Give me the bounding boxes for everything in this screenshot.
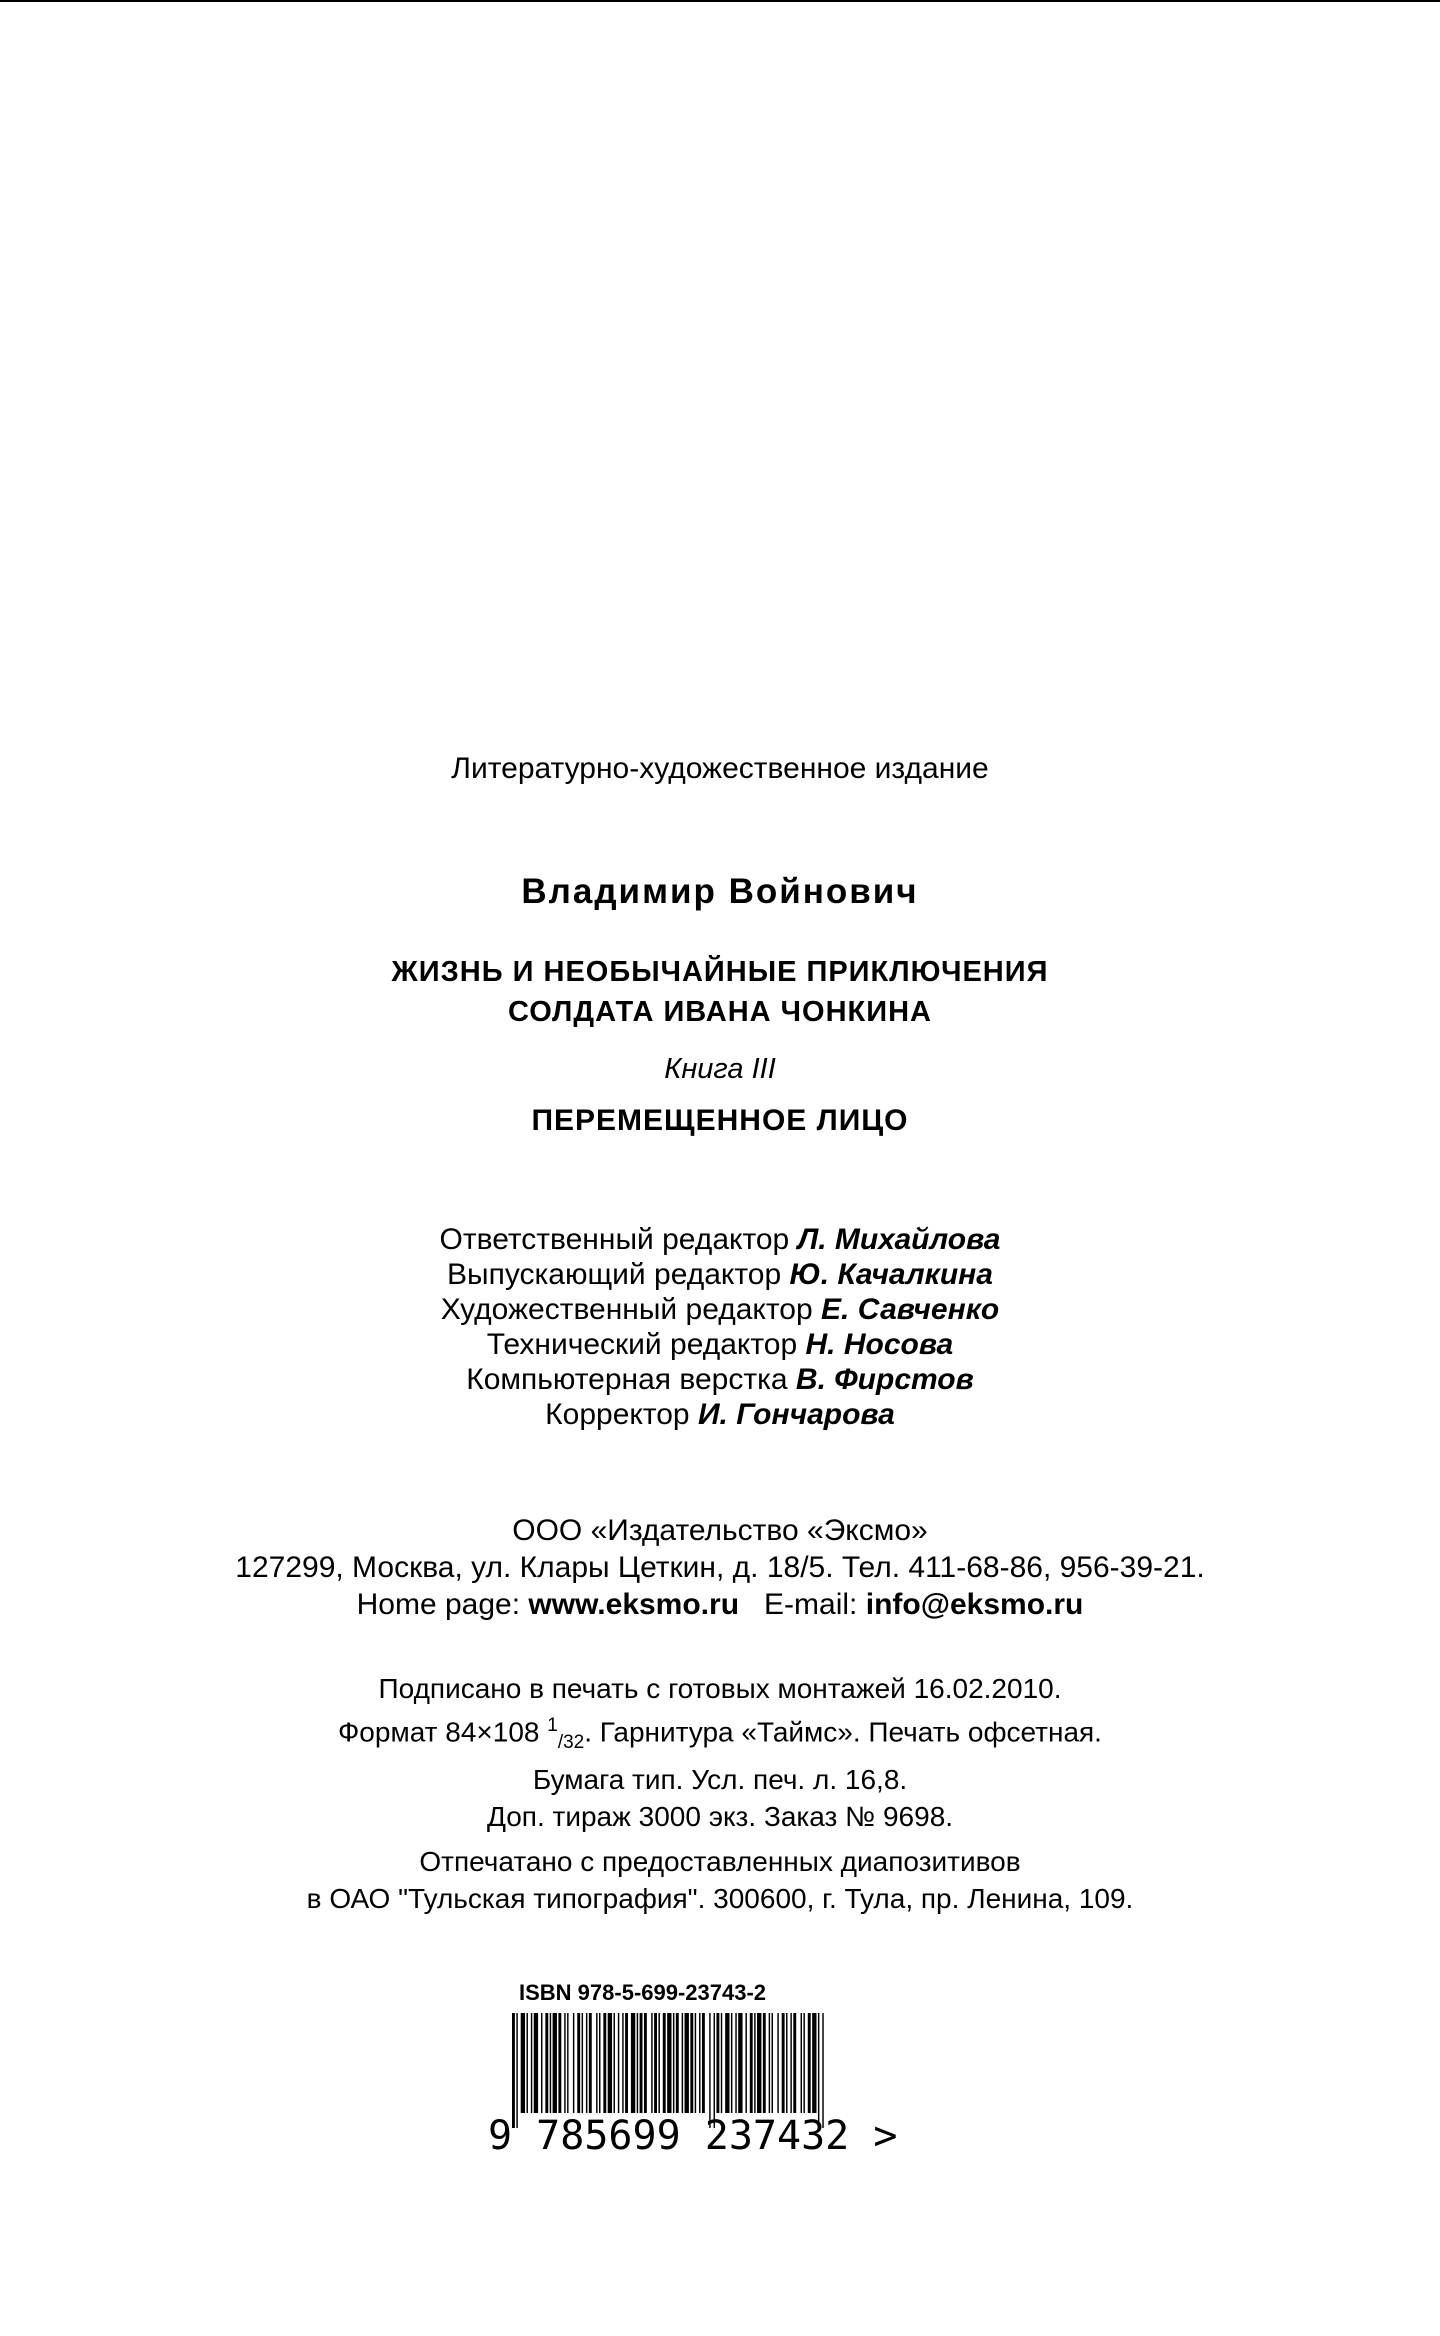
barcode-bar	[690, 2013, 693, 2113]
top-border-line	[0, 0, 1440, 2]
staff-role: Корректор	[545, 1398, 690, 1431]
barcode-bar	[589, 2013, 592, 2113]
barcode-bar	[618, 2013, 619, 2113]
format-fraction-num: 1	[547, 1715, 558, 1736]
barcode-digits: 9 785699 237432 >	[488, 2113, 898, 2159]
barcode-bar	[553, 2013, 557, 2113]
barcode-bar	[793, 2013, 796, 2113]
barcode-bar	[709, 2013, 710, 2128]
barcode-bar	[801, 2013, 802, 2113]
barcode-bar	[812, 2013, 816, 2113]
staff-name: Ю. Качалкина	[789, 1258, 993, 1291]
barcode-bar	[644, 2013, 647, 2113]
barcode-bar	[716, 2013, 719, 2113]
staff-role: Выпускающий редактор	[447, 1258, 782, 1291]
barcode-bar	[558, 2013, 561, 2113]
publisher-name: ООО «Издательство «Эксмо»	[512, 1514, 928, 1547]
barcode-bar	[782, 2013, 785, 2113]
staff-role: Ответственный редактор	[439, 1223, 790, 1256]
print-info	[0, 1670, 1440, 1835]
barcode-bar	[754, 2013, 755, 2113]
barcode-bar	[596, 2013, 597, 2113]
paper-line: Бумага тип. Усл. печ. л. 16,8.	[532, 1763, 908, 1795]
imprint-title	[0, 952, 1440, 1032]
barcode-bar	[695, 2013, 696, 2113]
staff-line	[0, 1222, 1440, 1257]
barcode-bar	[786, 2013, 787, 2113]
barcode-bar	[676, 2013, 679, 2113]
series-label: Литературно-художественное издание	[451, 752, 989, 785]
barcode-bar	[521, 2013, 525, 2113]
publisher-address: 127299, Москва, ул. Клары Цеткин, д. 18/5. Тел. 411-68-86, 956-39-21.	[235, 1551, 1205, 1584]
imprint-series	[0, 752, 1440, 786]
staff-role: Компьютерная верстка	[466, 1363, 788, 1396]
format-text: Формат 84×108	[338, 1716, 548, 1748]
printer-info	[0, 1843, 1440, 1917]
barcode-bar	[512, 2013, 515, 2128]
staff-line	[0, 1327, 1440, 1362]
run-line: Доп. тираж 3000 экз. Заказ № 9698.	[486, 1800, 954, 1832]
barcode-bar	[531, 2013, 532, 2113]
publisher-contacts	[0, 1586, 1440, 1623]
homepage-link[interactable]: www.eksmo.ru	[528, 1588, 740, 1621]
book-number: Книга III	[664, 1053, 776, 1085]
barcode-bar	[545, 2013, 548, 2113]
imprint-subtitle	[0, 1104, 1440, 1138]
barcode-bar	[750, 2013, 753, 2113]
staff-line	[0, 1257, 1440, 1292]
imprint-author	[0, 872, 1440, 912]
barcode-bar	[586, 2013, 587, 2113]
barcode-bar	[564, 2013, 565, 2113]
barcode	[510, 2013, 830, 2128]
barcode-bar	[803, 2013, 804, 2113]
barcode-bar	[682, 2013, 683, 2113]
barcode-bar	[790, 2013, 791, 2113]
imprint-book-number	[0, 1053, 1440, 1086]
author-name: Владимир Войнович	[521, 872, 919, 911]
staff-name: Н. Носова	[805, 1328, 954, 1361]
barcode-bar	[550, 2013, 551, 2113]
staff-line	[0, 1292, 1440, 1327]
barcode-bar	[663, 2013, 666, 2113]
barcode-bar	[772, 2013, 773, 2113]
barcode-bar	[714, 2013, 715, 2128]
staff-line	[0, 1397, 1440, 1432]
staff-line	[0, 1362, 1440, 1397]
barcode-bar	[640, 2013, 643, 2113]
email-label: E-mail:	[764, 1588, 858, 1621]
staff-name: И. Гончарова	[697, 1398, 895, 1431]
barcode-bar	[622, 2013, 623, 2113]
barcode-bar	[702, 2013, 705, 2113]
signed-date: Подписано в печать с готовых монтажей 16.02.2010.	[378, 1673, 1062, 1704]
staff-name: Е. Савченко	[821, 1293, 1000, 1326]
format-font: . Гарнитура «Таймс». Печать офсетная.	[584, 1716, 1102, 1748]
barcode-bar	[763, 2013, 766, 2113]
printer-line-2: в ОАО "Тульская типография". 300600, г. Тула, пр. Ленина, 109.	[306, 1883, 1134, 1914]
homepage-label: Home page:	[356, 1588, 521, 1621]
title-line-1: ЖИЗНЬ И НЕОБЫЧАЙНЫЕ ПРИКЛЮЧЕНИЯ	[391, 956, 1049, 988]
barcode-bar	[822, 2013, 823, 2128]
barcode-bar	[651, 2013, 652, 2113]
barcode-bar	[699, 2013, 700, 2113]
barcode-bar	[745, 2013, 746, 2113]
format-line	[0, 1707, 1440, 1761]
staff-role: Технический редактор	[486, 1328, 798, 1361]
barcode-bar	[608, 2013, 612, 2113]
barcode-bar	[818, 2013, 819, 2128]
staff-credits	[0, 1222, 1440, 1432]
barcode-bar	[534, 2013, 538, 2113]
barcode-bar	[637, 2013, 638, 2113]
barcode-bar	[599, 2013, 600, 2113]
barcode-bar	[738, 2013, 742, 2113]
barcode-bar	[527, 2013, 528, 2113]
barcode-bar	[769, 2013, 770, 2113]
isbn-number: ISBN 978-5-699-23743-2	[519, 1980, 767, 2005]
barcode-bar	[582, 2013, 583, 2113]
barcode-bar	[757, 2013, 761, 2113]
publisher-info	[0, 1512, 1440, 1623]
barcode-bar	[603, 2013, 606, 2113]
email-link[interactable]: info@eksmo.ru	[865, 1588, 1084, 1621]
barcode-bar	[577, 2013, 580, 2113]
barcode-bar	[808, 2013, 811, 2113]
staff-name: Л. Михайлова	[797, 1223, 1001, 1256]
barcode-bar	[614, 2013, 615, 2113]
barcode-bar	[735, 2013, 736, 2113]
barcode-bar	[631, 2013, 635, 2113]
printer-line-1: Отпечатано с предоставленных диапозитивов	[419, 1846, 1021, 1877]
barcode-bar	[573, 2013, 574, 2113]
book-subtitle: ПЕРЕМЕЩЕННОЕ ЛИЦО	[531, 1104, 909, 1137]
barcode-bar	[777, 2013, 778, 2113]
barcode-bar	[567, 2013, 568, 2113]
format-fraction-den: /32	[557, 1731, 585, 1753]
barcode-bar	[516, 2013, 517, 2128]
barcode-bar	[721, 2013, 722, 2113]
staff-name: В. Фирстов	[795, 1363, 974, 1396]
barcode-bar	[685, 2013, 689, 2113]
barcode-bar	[667, 2013, 671, 2113]
barcode-bar	[725, 2013, 729, 2113]
barcode-bar	[731, 2013, 732, 2113]
title-line-2: СОЛДАТА ИВАНА ЧОНКИНА	[508, 996, 932, 1028]
barcode-bar	[625, 2013, 628, 2113]
staff-role: Художественный редактор	[440, 1293, 813, 1326]
barcode-bar	[654, 2013, 657, 2113]
barcode-bar	[658, 2013, 659, 2113]
barcode-bar	[673, 2013, 674, 2113]
barcode-bar	[541, 2013, 542, 2113]
